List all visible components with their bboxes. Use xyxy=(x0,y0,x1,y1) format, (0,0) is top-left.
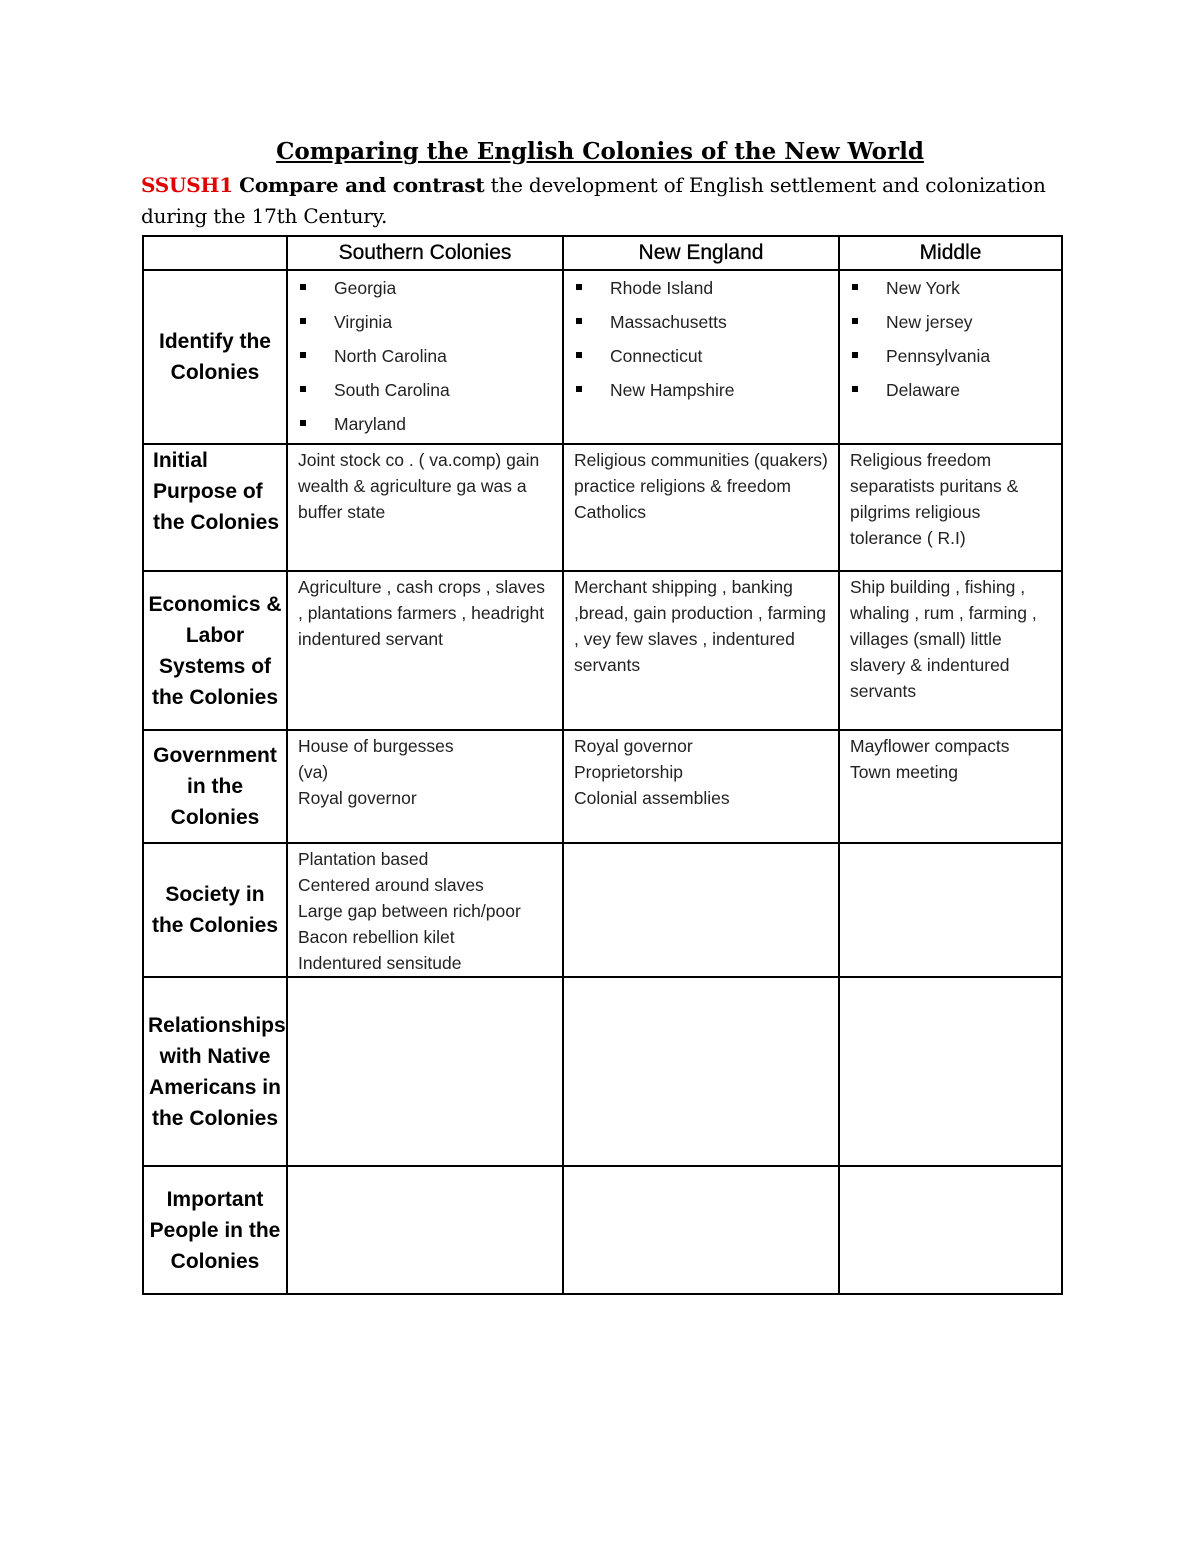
list-item: New York xyxy=(850,271,1061,305)
list-item: Pennsylvania xyxy=(850,339,1061,373)
row-economics xyxy=(143,571,1062,730)
standard-text: the development of English settlement and colonization during the 17th Century. xyxy=(141,173,1046,228)
list-item: Delaware xyxy=(850,373,1061,407)
document-title: Comparing the English Colonies of the New World xyxy=(276,138,924,165)
colonies-comparison-table xyxy=(142,235,1063,1295)
list-item: Maryland xyxy=(298,407,562,441)
list-item: North Carolina xyxy=(298,339,562,373)
society-southern: Plantation based Centered around slaves Large gap between rich/poor Bacon rebellion kilet Indentured sensitude xyxy=(287,843,563,977)
society-new-england xyxy=(563,843,839,977)
government-middle: Mayflower compacts Town meeting xyxy=(839,730,1062,843)
relationships-middle xyxy=(839,977,1062,1166)
relationships-new-england xyxy=(563,977,839,1166)
list-item: New Hampshire xyxy=(574,373,838,407)
list-item: South Carolina xyxy=(298,373,562,407)
row-identify xyxy=(143,270,1062,444)
identify-new-england xyxy=(563,270,839,444)
list-item: Virginia xyxy=(298,305,562,339)
purpose-southern: Joint stock co . ( va.comp) gain wealth & agriculture ga was a buffer state xyxy=(287,444,563,571)
economics-southern: Agriculture , cash crops , slaves , plantations farmers , headright indentured servant xyxy=(287,571,563,730)
row-relationships xyxy=(143,977,1062,1166)
row-people xyxy=(143,1166,1062,1294)
identify-southern xyxy=(287,270,563,444)
people-new-england xyxy=(563,1166,839,1294)
list-item: Massachusetts xyxy=(574,305,838,339)
row-purpose xyxy=(143,444,1062,571)
row-government xyxy=(143,730,1062,843)
purpose-middle: Religious freedom separatists puritans & pilgrims religious tolerance ( R.I) xyxy=(839,444,1062,571)
people-middle xyxy=(839,1166,1062,1294)
header-corner xyxy=(143,236,287,270)
row-label-society: Society in the Colonies xyxy=(143,843,287,977)
standard-lead: Compare and contrast xyxy=(239,173,485,197)
list-item: New jersey xyxy=(850,305,1061,339)
identify-middle xyxy=(839,270,1062,444)
row-label-government: Government in the Colonies xyxy=(143,730,287,843)
row-society xyxy=(143,843,1062,977)
row-label-identify: Identify the Colonies xyxy=(143,270,287,444)
government-new-england: Royal governor Proprietorship Colonial assemblies xyxy=(563,730,839,843)
list-item: Connecticut xyxy=(574,339,838,373)
standard-statement xyxy=(141,170,1071,232)
government-southern: House of burgesses (va) Royal governor xyxy=(287,730,563,843)
purpose-new-england: Religious communities (quakers) practice religions & freedom Catholics xyxy=(563,444,839,571)
list-item: Rhode Island xyxy=(574,271,838,305)
society-middle xyxy=(839,843,1062,977)
row-label-purpose: Initial Purpose of the Colonies xyxy=(143,444,287,571)
header-row xyxy=(143,236,1062,270)
header-new-england: New England xyxy=(563,236,839,270)
row-label-economics: Economics & Labor Systems of the Colonies xyxy=(143,571,287,730)
row-label-relationships: Relationships with Native Americans in the Colonies xyxy=(143,977,287,1166)
row-label-people: Important People in the Colonies xyxy=(143,1166,287,1294)
economics-new-england: Merchant shipping , banking ,bread, gain production , farming , vey few slaves , indentured servants xyxy=(563,571,839,730)
list-item: Georgia xyxy=(298,271,562,305)
header-middle: Middle xyxy=(839,236,1062,270)
relationships-southern xyxy=(287,977,563,1166)
header-southern: Southern Colonies xyxy=(287,236,563,270)
economics-middle: Ship building , fishing , whaling , rum , farming , villages (small) little slavery & indentured servants xyxy=(839,571,1062,730)
people-southern xyxy=(287,1166,563,1294)
standard-code: SSUSH1 xyxy=(141,173,233,197)
